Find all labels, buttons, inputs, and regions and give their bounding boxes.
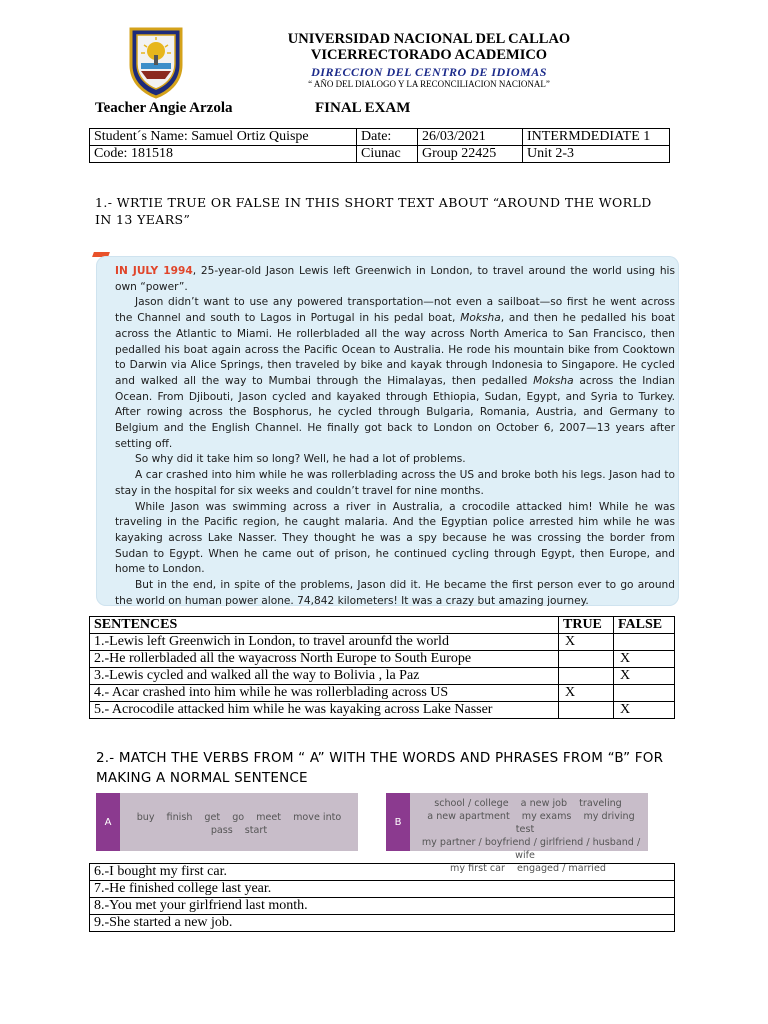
phrase: a new job [520,798,568,809]
date-label-cell: Date: [357,129,418,146]
false-cell[interactable]: X [614,668,675,685]
header-sentences: SENTENCES [90,617,559,634]
question-1-title: 1.- WRTIE TRUE OR FALSE IN THIS SHORT TEXT ABOUT “AROUND THE WORLD IN 13 YEARS” [95,195,652,227]
boat-name: Moksha [460,312,501,325]
story-paragraph: But in the end, in spite of the problems, Jason did it. He became the first person ever to go around the world on human power alone. 74,842 kilometers! It was a crazy but amazing journey. [115,579,675,607]
story-paragraph [115,295,675,452]
verb: go [232,812,245,823]
table-row [90,634,675,651]
table-row [90,129,670,146]
true-false-table [89,616,675,719]
story-paragraph [115,264,675,295]
exam-title: FINAL EXAM [315,100,411,116]
teacher-name: Teacher Angie Arzola [95,100,233,116]
table-row [90,651,675,668]
phrase: my partner / boyfriend / girlfriend / husband / wife [421,837,641,861]
phrase: engaged / married [517,863,606,874]
unit-cell: Unit 2-3 [523,146,670,163]
table-row [90,881,675,898]
story-paragraph: While Jason was swimming across a river in Australia, a crocodile attacked him! While he was traveling in the Pacific region, he caught malaria. And the Egyptian police arrested him while he was kayaking across Lake Nasser. They thought he was a spy because he was crossing the border from Sudan to Egypt. When he came out of prison, he continued cycling through Egypt, then Europe, and home to London. [115,500,675,576]
code-cell: Code: 181518 [90,146,357,163]
sentence-cell: 1.-Lewis left Greenwich in London, to travel arounfd the world [90,634,559,651]
language-center: DIRECCION DEL CENTRO DE IDIOMAS [311,65,547,79]
question-2-title: 2.- MATCH THE VERBS FROM “ A” WITH THE WORDS AND PHRASES FROM “B” FOR MAKING A NORMAL SENTENCE [96,750,664,786]
verb: buy [136,812,155,823]
header-true: TRUE [559,617,614,634]
story-text-span: across the Indian Ocean. From Djibouti, Jason cycled and kayaked through Ethiopia, Sudan, Egypt, and Syria to Turkey. After rowing across the Bosphorus, he cycled through Bulgaria, Romania, Austria, and Germany to Belgium and the English Channel. He finally got back to London on October 6, 2007—13 years after setting off. [115,374,675,450]
header-false: FALSE [614,617,675,634]
phrase: a new apartment [427,811,510,822]
date-value-cell: 26/03/2021 [418,129,523,146]
ciunac-cell: Ciunac [357,146,418,163]
true-cell[interactable]: X [559,634,614,651]
table-row [90,702,675,719]
table-row [90,864,675,881]
true-cell[interactable]: X [559,685,614,702]
story-text-span: , 25-year-old Jason Lewis left Greenwich in London, to travel around the world using his own “power”. [115,265,675,293]
verb: pass [210,825,233,836]
table-row [90,915,675,932]
phrase: school / college [434,798,509,809]
true-cell[interactable] [559,651,614,668]
phrase: my driving test [515,811,635,835]
story-text [115,264,675,609]
true-cell[interactable] [559,702,614,719]
phrase: traveling [579,798,622,809]
sentence-cell: 4.- Acar crashed into him while he was rollerblading across US [90,685,559,702]
answer-cell[interactable]: 7.-He finished college last year. [90,881,675,898]
story-lead: IN JULY 1994 [115,265,193,277]
sentence-cell: 5.- Acrocodile attacked him while he was kayaking across Lake Nasser [90,702,559,719]
story-text-span: Jason didn’t want to use any powered transportation—not even a sailboat—so first he went across the Channel and south to Lagos in Portugal in his pedal boat, [115,296,675,325]
box-a-label: A [96,793,120,851]
false-cell[interactable] [614,685,675,702]
verb: finish [166,812,193,823]
true-cell[interactable] [559,668,614,685]
verb: start [244,825,268,836]
level-cell: INTERMDEDIATE 1 [523,129,670,146]
answer-cell[interactable]: 6.-I bought my first car. [90,864,675,881]
student-info-table [89,128,670,163]
table-row [90,668,675,685]
phrase: my exams [521,811,572,822]
verb: move into [293,812,342,823]
verb: get [204,812,221,823]
false-cell[interactable]: X [614,702,675,719]
student-name-cell: Student´s Name: Samuel Ortiz Quispe [90,129,357,146]
verb-list [125,811,353,837]
story-text-span: , and then he pedalled his boat across the Atlantic to Miami. He rollerbladed all the way across North America to San Francisco, then pedalled his boat again across the Pacific Ocean to Australia. He rode his mountain bike from Cooktown to Darwin via Alice Springs, then traveled by bike and kayak through Indonesia to Singapore. He cycled and walked all the way to Mumbai through the Himalayas, then pedalled [115,312,676,387]
university-name: UNIVERSIDAD NACIONAL DEL CALLAO [287,31,571,47]
story-paragraph: A car crashed into him while he was rollerblading across the US and broke both his legs. Jason had to stay in the hospital for six weeks and couldn’t travel for nine months. [115,469,675,497]
table-row [90,146,670,163]
table-row [90,898,675,915]
sentence-cell: 2.-He rollerbladed all the wayacross North Europe to South Europe [90,651,559,668]
group-cell: Group 22425 [418,146,523,163]
vice-rectorate: VICERRECTORADO ACADEMICO [310,47,548,63]
sentence-cell: 3.-Lewis cycled and walked all the way to Bolivia , la Paz [90,668,559,685]
table-header-row [90,617,675,634]
false-cell[interactable]: X [614,651,675,668]
box-b-label: B [386,793,410,851]
university-seal-logo [127,25,185,99]
answer-cell[interactable]: 9.-She started a new job. [90,915,675,932]
year-motto: “ AÑO DEL DIALOGO Y LA RECONCILIACION NACIONAL” [308,79,550,89]
answers-table [89,863,675,932]
boat-name: Moksha [533,374,574,387]
verb: meet [256,812,282,823]
false-cell[interactable] [614,634,675,651]
answer-cell[interactable]: 8.-You met your girlfriend last month. [90,898,675,915]
table-row [90,685,675,702]
phrase: my first car [450,863,505,874]
story-paragraph: So why did it take him so long? Well, he had a lot of problems. [135,453,466,466]
